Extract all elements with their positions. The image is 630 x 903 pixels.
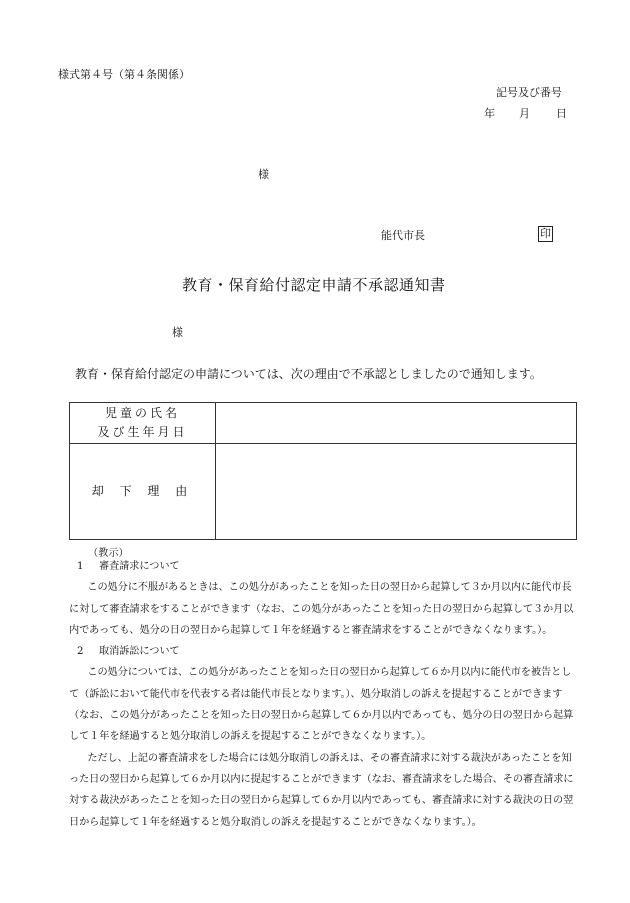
notice-body: [69, 556, 579, 833]
issuer-name: 能代市長: [381, 229, 425, 242]
table-row: [70, 403, 577, 444]
notice-item-1-heading: [69, 556, 579, 577]
child-name-label: [70, 403, 216, 444]
child-name-field[interactable]: [216, 403, 577, 444]
notice-item-2-number: 2: [77, 646, 84, 658]
lead-text: 教育・保育給付認定の申請については、次の理由で不承認としましたので通知します。: [75, 367, 542, 381]
notice-item-2-title: 取消訴訟について: [99, 646, 180, 658]
notice-item-1-title: 審査請求について: [99, 561, 180, 572]
date-month: 月: [519, 107, 530, 120]
addressee-honorific-top: 様: [258, 168, 269, 181]
document-title: 教育・保育給付認定申請不承認通知書: [182, 276, 446, 294]
form-table: [69, 402, 577, 540]
notice-item-2-text-2: ただし、上記の審査請求をした場合には処分取消しの訴えは、その審査請求に対する裁決があったことを知った日の翌日から起算して６か月以内に提起することができます（なお、審査請求をした場合、その審査請求に対する裁決があったことを知った日の翌日から起算して６か月以内であっても、審査請求に対する裁決の日の翌日から起算して１年を経過すると処分取消しの訴えを提起することができなくなります。）。: [69, 752, 574, 828]
notice-item-1-text: この処分に不服があるときは、この処分があったことを知った日の翌日から起算して３か月以内に能代市長に対して審査請求をすることができます（なお、この処分があったことを知った日の翌日から起算して３か月以内であっても、処分の日の翌日から起算して１年を経過すると審査請求をすることができなくなります。）。: [69, 582, 574, 636]
table-row: [70, 444, 577, 540]
child-name-label-line2: 及び生年月日: [97, 425, 188, 439]
notice-item-2-text-1: この処分については、この処分があったことを知った日の翌日から起算して６か月以内に能代市を被告として（訴訟において能代市を代表する者は能代市長となります。）、処分取消しの訴えを提起することができます（なお、この処分があったことを知った日の翌日から起算して６か月以内であっても、処分の日の翌日から起算して１年を経過すると処分取消しの訴えを提起することができなくなります。）。: [69, 667, 574, 743]
document-number-label: 記号及び番号: [496, 86, 562, 99]
date-year: 年: [484, 107, 495, 120]
seal-mark: 印: [540, 227, 551, 240]
notice-item-1-number: 1: [77, 561, 84, 572]
rejection-reason-field[interactable]: [216, 444, 577, 540]
addressee-honorific: 様: [172, 326, 183, 339]
notice-item-2-heading: [69, 641, 579, 662]
notice-heading: （教示）: [88, 548, 129, 559]
child-name-label-line1: 児童の氏名: [104, 406, 180, 420]
date-day: 日: [556, 107, 567, 120]
form-number: 様式第４号（第４条関係）: [58, 68, 190, 81]
rejection-reason-label: 却 下 理 由: [70, 444, 216, 540]
